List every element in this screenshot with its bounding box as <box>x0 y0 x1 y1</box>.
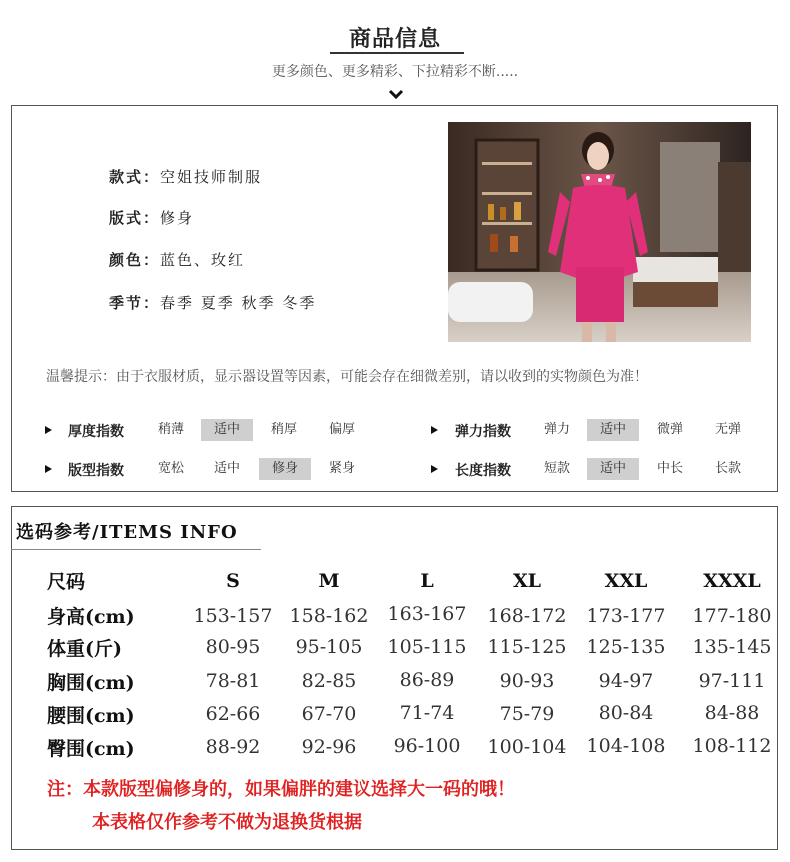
size-cell: 96-100 <box>393 735 461 757</box>
size-row-label: 臀围(cm) <box>47 738 135 760</box>
index-option: 稍厚 <box>270 422 297 437</box>
triangle-right-icon <box>431 426 438 434</box>
size-note-line2: 本表格仅作参考不做为退换货根据 <box>92 812 362 833</box>
size-cell: 80-95 <box>205 636 261 658</box>
size-header-cell: XL <box>512 570 542 592</box>
size-cell: 78-81 <box>205 670 261 692</box>
size-cell: 105-115 <box>387 636 467 658</box>
size-row-label: 腰围(cm) <box>47 705 135 727</box>
size-cell: 100-104 <box>487 736 567 758</box>
index-option-selected: 适中 <box>587 419 639 441</box>
index-option-selected: 修身 <box>259 458 311 480</box>
attr-key: 季节： <box>109 294 161 312</box>
size-cell: 168-172 <box>487 605 567 627</box>
index-label: 厚度指数 <box>68 424 124 440</box>
size-header-cell: M <box>318 570 340 592</box>
attr-value: 春季 夏季 秋季 冬季 <box>160 294 317 312</box>
size-cell: 173-177 <box>586 605 666 627</box>
size-cell: 104-108 <box>586 735 666 757</box>
triangle-right-icon <box>45 426 52 434</box>
size-cell: 75-79 <box>499 703 555 725</box>
index-label: 弹力指数 <box>455 424 511 440</box>
size-cell: 62-66 <box>205 703 261 725</box>
index-option: 中长 <box>656 461 683 476</box>
size-header-cell: XXL <box>604 570 648 592</box>
size-row-label: 体重(斤) <box>47 638 122 660</box>
size-cell: 153-157 <box>193 605 273 627</box>
index-option: 宽松 <box>157 461 184 476</box>
attr-key: 款式： <box>109 168 161 186</box>
attr-season <box>109 292 316 313</box>
size-cell: 84-88 <box>704 702 760 724</box>
size-cell: 88-92 <box>205 736 261 758</box>
title-underline <box>330 52 464 54</box>
notice-text: 温馨提示：由于衣服材质，显示器设置等因素，可能会存在细微差别，请以收到的实物颜色为准！ <box>46 369 648 385</box>
size-row-label: 胸围(cm) <box>47 672 135 694</box>
index-option: 偏厚 <box>328 422 355 437</box>
attr-value: 蓝色、玫红 <box>160 251 246 269</box>
size-cell: 135-145 <box>692 636 772 658</box>
size-cell: 90-93 <box>499 670 555 692</box>
index-option-selected: 适中 <box>587 458 639 480</box>
index-option-selected: 适中 <box>201 419 253 441</box>
index-label: 长度指数 <box>455 463 511 479</box>
triangle-right-icon <box>45 465 52 473</box>
attr-key: 版式： <box>109 209 161 227</box>
size-cell: 80-84 <box>598 702 654 724</box>
size-cell: 82-85 <box>301 670 357 692</box>
size-header-cell: XXXL <box>703 570 761 592</box>
size-cell: 67-70 <box>301 703 357 725</box>
size-cell: 108-112 <box>692 735 772 757</box>
index-label: 版型指数 <box>68 463 124 479</box>
size-cell: 125-135 <box>586 636 666 658</box>
size-header-cell: L <box>420 570 434 592</box>
size-cell: 94-97 <box>598 670 654 692</box>
attr-key: 颜色： <box>109 251 161 269</box>
attr-style <box>109 166 262 187</box>
attr-color <box>109 249 245 270</box>
page-title: 商品信息 <box>348 27 441 52</box>
attr-fit <box>109 207 194 228</box>
size-cell: 177-180 <box>692 605 772 627</box>
size-cell: 158-162 <box>289 605 369 627</box>
index-option: 适中 <box>213 461 240 476</box>
size-cell: 71-74 <box>399 702 455 724</box>
product-photo <box>448 122 751 342</box>
index-option: 短款 <box>543 461 570 476</box>
size-header-label: 尺码 <box>47 571 86 593</box>
size-cell: 97-111 <box>698 670 766 692</box>
size-row-label: 身高(cm) <box>47 606 135 628</box>
index-option: 无弹 <box>714 422 741 437</box>
index-option: 微弹 <box>656 422 683 437</box>
size-table-title: 选码参考/ITEMS INFO <box>16 522 238 543</box>
size-note-line1: 注：本款版型偏修身的，如果偏胖的建议选择大一码的哦！ <box>47 779 515 800</box>
index-option: 紧身 <box>328 461 355 476</box>
size-cell: 92-96 <box>301 736 357 758</box>
size-cell: 163-167 <box>387 603 467 625</box>
index-option: 长款 <box>714 461 741 476</box>
size-cell: 115-125 <box>487 636 567 658</box>
attr-value: 修身 <box>160 209 195 227</box>
page-subtitle: 更多颜色、更多精彩、下拉精彩不断..... <box>271 64 519 80</box>
chevron-down-icon <box>388 88 404 102</box>
size-cell: 95-105 <box>295 636 363 658</box>
size-table-title-underline <box>11 549 261 550</box>
attr-value: 空姐技师制服 <box>160 168 263 186</box>
index-option: 稍薄 <box>157 422 184 437</box>
triangle-right-icon <box>431 465 438 473</box>
size-header-cell: S <box>226 570 240 592</box>
index-option: 弹力 <box>543 422 570 437</box>
size-cell: 86-89 <box>399 669 455 691</box>
